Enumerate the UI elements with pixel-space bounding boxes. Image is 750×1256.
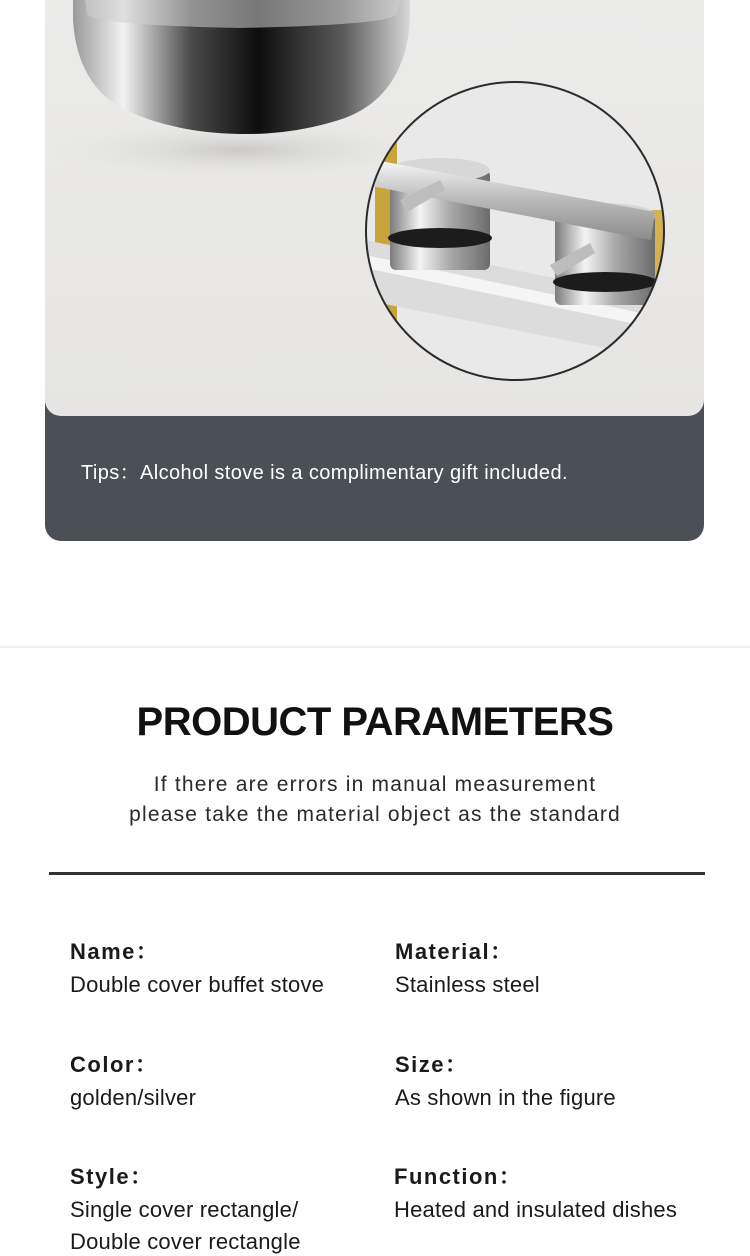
param-function-value: Heated and insulated dishes xyxy=(394,1197,678,1222)
param-style-label: Style： xyxy=(70,1164,154,1189)
parameters-note-line-2: please take the material object as the standard xyxy=(129,803,621,826)
param-material-value: Stainless steel xyxy=(395,972,540,997)
param-name-label: Name： xyxy=(70,939,160,964)
param-color xyxy=(70,1050,390,1112)
tips-text: Tips：Alcohol stove is a complimentary gift included. xyxy=(81,462,568,484)
param-size-label: Size： xyxy=(395,1052,469,1077)
param-function-label: Function： xyxy=(394,1164,523,1189)
parameters-divider xyxy=(49,872,705,875)
param-color-label: Color： xyxy=(70,1052,159,1077)
param-color-value: golden/silver xyxy=(70,1085,197,1110)
section-divider xyxy=(0,646,750,648)
param-material-label: Material： xyxy=(395,939,514,964)
param-size-value: As shown in the figure xyxy=(395,1085,616,1110)
param-material xyxy=(395,937,715,999)
param-style-value: Single cover rectangle/ xyxy=(70,1197,299,1222)
param-style xyxy=(70,1162,390,1256)
param-name-value: Double cover buffet stove xyxy=(70,972,325,997)
parameters-note xyxy=(0,770,750,830)
product-card xyxy=(45,0,704,541)
param-name xyxy=(70,937,390,999)
product-photo xyxy=(45,0,704,416)
product-illustration xyxy=(45,0,704,416)
parameters-title: PRODUCT PARAMETERS xyxy=(136,700,614,744)
param-function xyxy=(394,1162,724,1224)
param-style-value-2: Double cover rectangle xyxy=(70,1229,301,1254)
parameters-note-line-1: If there are errors in manual measurement xyxy=(153,773,597,796)
param-size xyxy=(395,1050,715,1112)
